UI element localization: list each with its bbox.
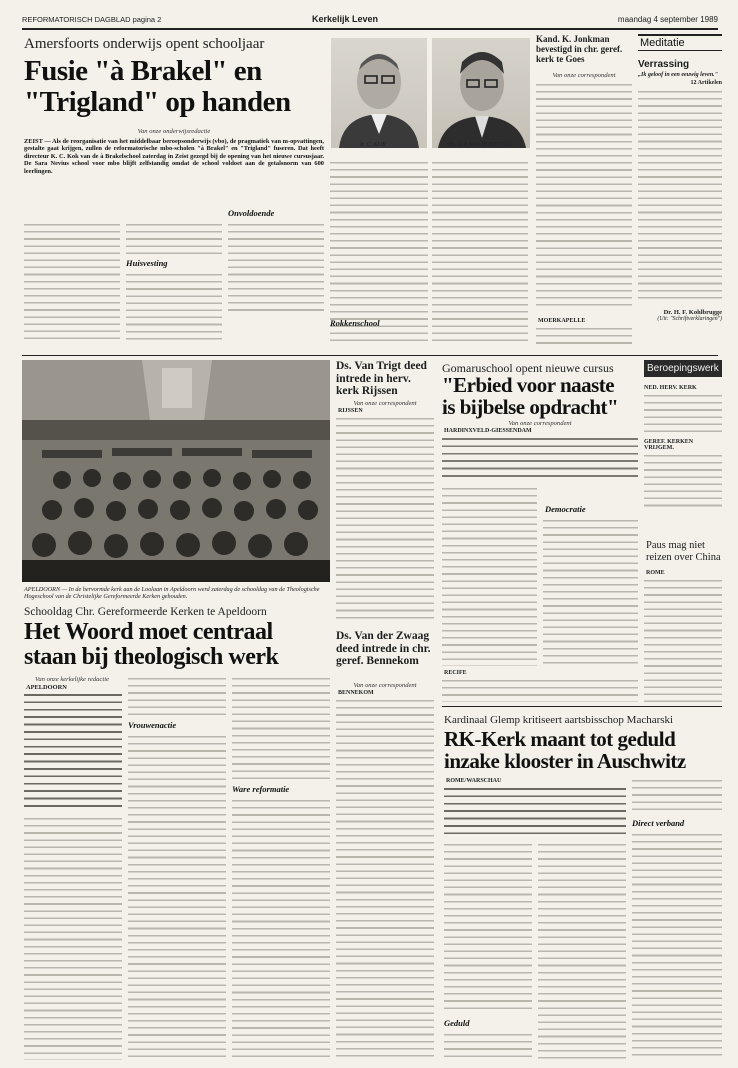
gomarus-body-2 <box>543 518 638 666</box>
lead-intro: ZEIST — Als de reorganisatie van het middelbaar beroepsonderwijs (vbo), de pragmatiek van m-opvattingen, gestalte gaat krijgen, zullen de reformatorische mbo-scholen "à Brakel" en "Trigland" fuseren. Dat heeft directeur K. C. Kok van de à Brakelschool zaterdag in Zeist gezegd bij de opening van het nieuwe cursusjaar. De Sara Nevius school voor mbo blijft zelfstandig omdat de school voldoet aan de getalsnorm van 600 leerlingen. <box>24 138 324 175</box>
beroepingswerk-section-title: Beroepingswerk <box>644 360 722 377</box>
pope-headline: Paus mag niet reizen over China <box>646 540 721 563</box>
meditatie-body <box>638 89 722 303</box>
vantrigt-headline: Ds. Van Trigt deed intrede in herv. kerk Rijssen <box>336 360 427 397</box>
portrait-eckeveld-illustration <box>432 38 530 148</box>
subhead-ware-reformatie: Ware reformatie <box>232 784 290 794</box>
apeldoorn-headline <box>24 620 334 670</box>
lead-kicker: Amersfoorts onderwijs opent schooljaar <box>24 36 265 52</box>
meditatie-source: (Uit: "Schriftverklaringen") <box>657 316 722 322</box>
apeldoorn-lead <box>24 692 122 812</box>
subhead-geduld: Geduld <box>444 1018 470 1028</box>
glemp-headline <box>444 728 724 772</box>
portrait-photo-eckeveld <box>432 38 530 148</box>
divider-middle <box>22 355 718 356</box>
gomarus-body-1 <box>442 486 537 666</box>
subhead-democratie: Democratie <box>545 504 586 514</box>
vantrigt-tag: RIJSSEN <box>338 408 363 414</box>
apeldoorn-headline-line-1: Het Woord moet centraal <box>24 619 273 645</box>
gomarus-byline: Van onze correspondent <box>508 420 572 427</box>
vantrigt-body <box>336 416 434 622</box>
header-date: maandag 4 september 1989 <box>617 15 718 24</box>
jonkman-body <box>536 82 632 310</box>
lead-headline <box>24 56 334 118</box>
lead-body-column-2b <box>126 272 222 342</box>
apeldoorn-body-5 <box>232 798 330 1060</box>
gomarus-recife-tag: RECIFE <box>444 670 467 676</box>
gomarus-headline <box>442 374 642 418</box>
jonkman-headline: Kand. K. Jonkman bevestigd in chr. geref. kerk te Goes <box>536 34 623 64</box>
apeldoorn-tag: APELDOORN <box>26 684 67 691</box>
divider-glemp <box>442 706 722 707</box>
portrait-photo-kok <box>331 38 427 148</box>
caption-eckeveld: Ds. J. J. VAN ECKEVELD <box>448 142 512 148</box>
glemp-body-1b <box>444 1032 532 1060</box>
jonkman-body-2 <box>536 326 632 348</box>
jonkman-tag-moerkapelle: MOERKAPELLE <box>538 318 586 324</box>
meditatie-title: Verrassing <box>638 59 690 70</box>
caption-church: APELDOORN — In de hervormde kerk aan de Loolaan in Apeldoorn werd zaterdag de schooldag van de Theologische Hogeschool van de Christelijke Gereformeerde Kerken gehouden. <box>24 586 320 601</box>
meditatie-signature: Dr. H. F. Kohlbrugge <box>663 309 722 316</box>
glemp-body-4 <box>632 832 722 1060</box>
church-interior-illustration <box>22 360 330 582</box>
vdzwaag-tag: BENNEKOM <box>338 690 374 696</box>
recife-body <box>442 678 638 702</box>
pope-body <box>644 578 722 702</box>
glemp-body-3 <box>632 778 722 814</box>
subhead-huisvesting: Huisvesting <box>126 258 168 268</box>
jonkman-byline: Van onze correspondent <box>552 72 616 79</box>
lead-body-column-4 <box>330 160 428 342</box>
meditatie-reference: 12 Artikelen <box>690 80 722 86</box>
beroepingswerk-body-2 <box>644 453 722 509</box>
lead-body-column-2 <box>126 222 222 256</box>
subhead-vrouwenactie: Vrouwenactie <box>128 720 177 730</box>
gomarus-lead <box>442 436 638 482</box>
gomarus-tag: HARDINXVELD-GIESSENDAM <box>444 428 532 434</box>
gomarus-headline-line-2: is bijbelse opdracht" <box>442 395 619 419</box>
portrait-kok-illustration <box>331 38 427 148</box>
meditatie-sidebar <box>638 34 722 350</box>
meditatie-quote: „Ik geloof in een eeuwig leven." <box>638 72 718 78</box>
apeldoorn-body-2 <box>128 676 226 716</box>
gomarus-headline-line-1: "Erbied voor naaste <box>442 373 615 397</box>
lead-body-column-1 <box>24 222 120 342</box>
glemp-tag: ROME/WARSCHAU <box>446 778 502 784</box>
apeldoorn-headline-line-2: staan bij theologisch werk <box>24 644 279 670</box>
header-rule <box>22 28 718 30</box>
pope-tag: ROME <box>646 570 665 576</box>
vdzwaag-body <box>336 698 434 1060</box>
header-paper-name: REFORMATORISCH DAGBLAD pagina 2 <box>22 15 162 24</box>
vdzwaag-headline: Ds. Van der Zwaag deed intrede in chr. geref. Bennekom <box>336 630 431 667</box>
glemp-body-1 <box>444 842 532 1014</box>
glemp-kicker: Kardinaal Glemp kritiseert aartsbisschop Macharski <box>444 714 674 726</box>
lead-body-column-3 <box>228 222 324 316</box>
lead-headline-line-1: Fusie "à Brakel" en <box>24 55 262 87</box>
glemp-lead <box>444 786 626 838</box>
page-header <box>22 15 718 27</box>
subhead-direct-verband: Direct verband <box>632 818 685 828</box>
apeldoorn-body-4 <box>232 676 330 780</box>
meditatie-section-title: Meditatie <box>638 34 722 51</box>
glemp-headline-line-1: RK-Kerk maant tot geduld <box>444 727 676 751</box>
vantrigt-byline: Van onze correspondent <box>353 400 417 407</box>
subhead-onvoldoende: Onvoldoende <box>228 208 275 218</box>
church-photo <box>22 360 330 582</box>
beroepingswerk-item-2: GEREF. KERKEN VRIJGEM. <box>644 439 694 451</box>
lead-byline: Van onze onderwijsredactie <box>137 128 211 135</box>
lead-headline-line-2: "Trigland" op handen <box>24 86 291 118</box>
apeldoorn-body-1 <box>24 816 122 1060</box>
lead-body-column-5 <box>432 160 528 342</box>
gomarus-kicker: Gomaruschool opent nieuwe cursus <box>442 361 614 375</box>
glemp-body-2 <box>538 842 626 1060</box>
apeldoorn-body-3 <box>128 734 226 1060</box>
header-section: Kerkelijk Leven <box>312 14 379 24</box>
glemp-headline-line-2: inzake klooster in Auschwitz <box>444 749 686 773</box>
beroepingswerk-item-1: NED. HERV. KERK <box>644 385 697 391</box>
apeldoorn-byline: Van onze kerkelijke redactie <box>35 676 109 683</box>
caption-kok: Ir. C. KOK <box>360 142 387 148</box>
beroepingswerk-sidebar <box>644 360 722 509</box>
subhead-rokkenschool: Rokkenschool <box>330 318 380 328</box>
vdzwaag-byline: Van onze correspondent <box>353 682 417 689</box>
apeldoorn-kicker: Schooldag Chr. Gereformeerde Kerken te Apeldoorn <box>24 606 267 618</box>
beroepingswerk-body-1 <box>644 393 722 435</box>
